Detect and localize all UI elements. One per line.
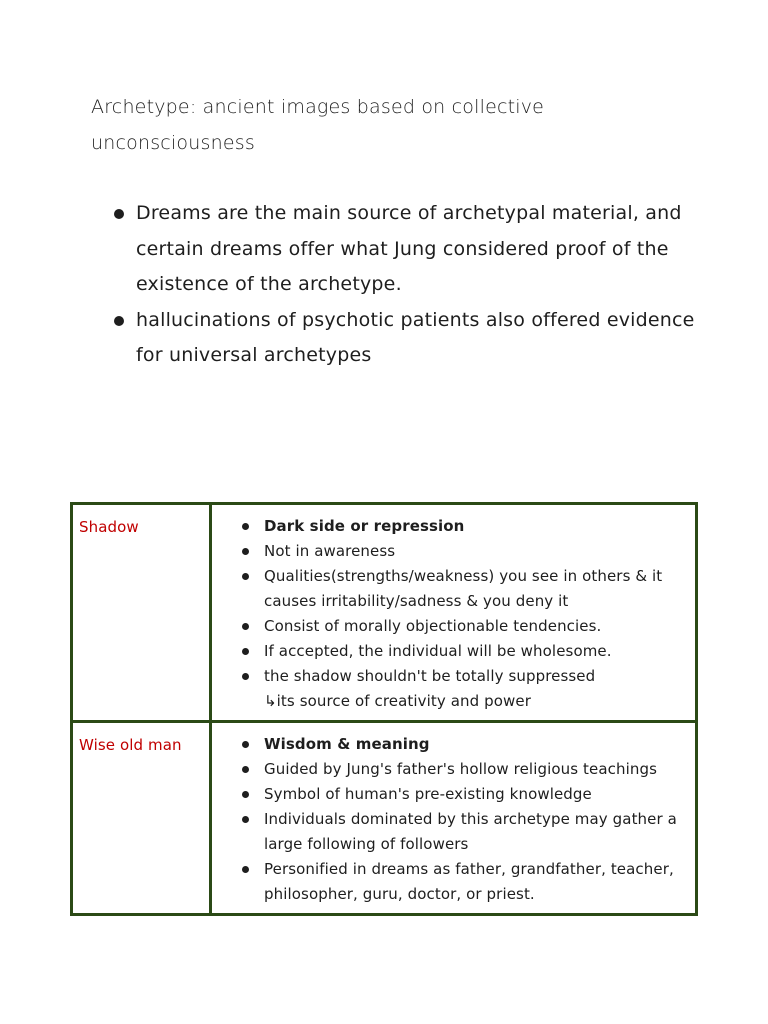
list-item-text: the shadow shouldn't be totally suppressed — [264, 667, 596, 685]
archetype-details-shadow — [211, 504, 697, 722]
bullet-dot-icon — [242, 523, 249, 530]
table-row-shadow — [72, 504, 697, 722]
list-item — [242, 732, 689, 757]
list-item-text: Wisdom & meaning — [264, 735, 430, 753]
bullet-dot-icon — [242, 766, 249, 773]
table-row-wise-old-man — [72, 722, 697, 915]
bullet-dot-icon — [242, 548, 249, 555]
list-item — [242, 514, 689, 539]
list-item — [242, 639, 689, 664]
list-item — [242, 539, 689, 564]
intro-bullet-item — [112, 303, 712, 374]
intro-bullet-text: Dreams are the main source of archetypal material, and certain dreams offer what Jung considered proof of the existence of the archetype. — [136, 202, 682, 295]
list-item-text: Dark side or repression — [264, 517, 465, 535]
list-item — [242, 664, 689, 714]
intro-bullet-item — [112, 196, 712, 303]
bullet-dot-icon — [242, 866, 249, 873]
list-item-text: Guided by Jung's father's hollow religious teachings — [264, 760, 657, 778]
list-item-text: Symbol of human's pre-existing knowledge — [264, 785, 592, 803]
bullet-dot-icon — [242, 791, 249, 798]
list-item-text: Qualities(strengths/weakness) you see in others & it causes irritability/sadness & you deny it — [264, 567, 663, 610]
bullet-dot-icon — [242, 623, 249, 630]
list-item — [242, 564, 689, 614]
bullet-dot-icon — [242, 816, 249, 823]
bullet-dot-icon — [242, 741, 249, 748]
list-item-text: If accepted, the individual will be wholesome. — [264, 642, 612, 660]
heading-line-1: Archetype: ancient images based on collective — [91, 96, 545, 118]
heading-line-2: unconsciousness — [91, 132, 255, 154]
bullet-dot-icon — [242, 673, 249, 680]
shadow-item-list — [242, 514, 689, 714]
bullet-dot-icon — [114, 316, 124, 326]
list-item-text: Not in awareness — [264, 542, 396, 560]
archetype-table — [70, 502, 698, 916]
intro-bullet-list — [112, 196, 712, 374]
archetype-details-wise-old-man — [211, 722, 697, 915]
shadow-note: ↳its source of creativity and power — [264, 692, 531, 710]
list-item-text: Individuals dominated by this archetype may gather a large following of followers — [264, 810, 677, 853]
page-heading — [91, 89, 711, 161]
list-item — [242, 807, 689, 857]
list-item-text: Personified in dreams as father, grandfather, teacher, philosopher, guru, doctor, or priest. — [264, 860, 674, 903]
bullet-dot-icon — [242, 573, 249, 580]
bullet-dot-icon — [242, 648, 249, 655]
bullet-dot-icon — [114, 209, 124, 219]
archetype-name-wise-old-man: Wise old man — [72, 722, 211, 915]
list-item-text: Consist of morally objectionable tendencies. — [264, 617, 602, 635]
list-item — [242, 857, 689, 907]
wise-old-man-item-list — [242, 732, 689, 907]
archetype-name-shadow: Shadow — [72, 504, 211, 722]
list-item — [242, 614, 689, 639]
list-item — [242, 757, 689, 782]
list-item — [242, 782, 689, 807]
intro-bullet-text: hallucinations of psychotic patients also offered evidence for universal archetypes — [136, 308, 695, 366]
